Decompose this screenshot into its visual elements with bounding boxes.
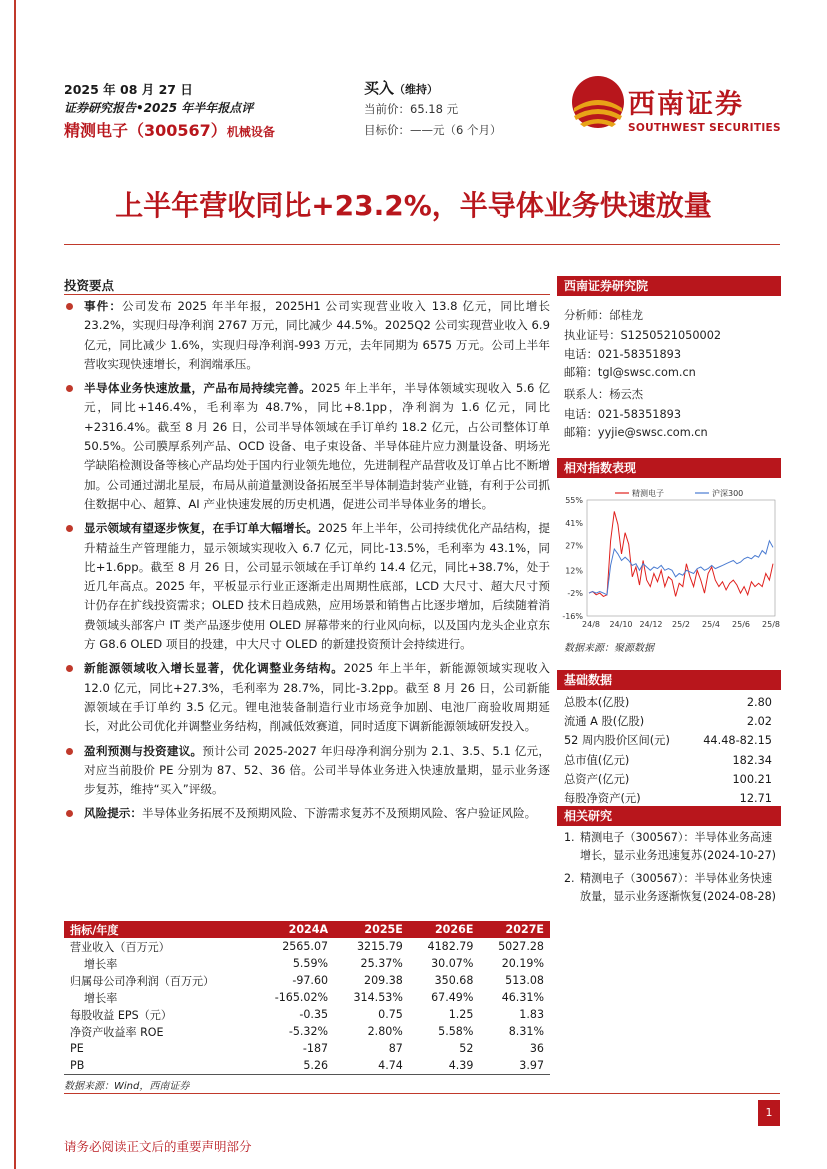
basic-data-value: 182.34 bbox=[732, 753, 772, 767]
table-header-cell: 2027E bbox=[479, 921, 550, 938]
table-cell: 1.83 bbox=[519, 1008, 544, 1021]
phone-1: 电话：021-58351893 bbox=[564, 348, 682, 361]
table-cell: 增长率 bbox=[84, 991, 118, 1005]
investment-paragraph bbox=[64, 297, 550, 374]
basic-data-row bbox=[564, 731, 772, 750]
y-tick-label: -2% bbox=[567, 589, 583, 599]
report-type: 证券研究报告•2025 年半年报点评 bbox=[64, 101, 254, 115]
legend-label: 精测电子 bbox=[632, 489, 664, 498]
paragraph-text: 2025 年上半年，半导体领域实现收入 5.6 亿元，同比+146.4%，毛利率为 48.7%，同比+8.1pp，净利润为 1.6 亿元，同比+2316.4%。截至 8 月 26 日，公司半导体领域在手订单约 18.2 亿元，占公司整体订单 50.5%。公司膜厚系列产品、OCD 设备、电子束设备、半导体硅片应力测量设备、明场光学缺陷检测设备等核心产品均处于国内行业领先地位，先进制程产品营收及订单占比不断增加。公司通过湖北星辰，布局从前道量测设备拓展至半导体制造封装产业链，有利于公司抓住数据中心、超算、AI 产业快速发展的历史机遇，促进公司半导体业务的增长。 bbox=[84, 381, 550, 511]
table-cell: 每股收益 EPS（元） bbox=[70, 1008, 172, 1022]
relative-index-chart bbox=[557, 484, 781, 630]
logo-name: 西南证券 bbox=[628, 89, 744, 120]
basic-data-key: 每股净资产(元) bbox=[564, 792, 641, 806]
research-institute-bar: 西南证券研究院 bbox=[557, 276, 781, 296]
bullet-icon bbox=[66, 810, 73, 817]
series-line-1 bbox=[589, 541, 773, 595]
report-date: 2025 年 08 月 27 日 bbox=[64, 82, 193, 97]
basic-data-value: 12.71 bbox=[739, 792, 772, 806]
table-source: 数据来源：Wind，西南证券 bbox=[64, 1081, 190, 1092]
bullet-icon bbox=[66, 748, 73, 755]
analyst: 分析师：邰桂龙 bbox=[564, 309, 644, 322]
item-date: (2024-10-27) bbox=[702, 848, 776, 862]
bullet-icon bbox=[66, 303, 73, 310]
related-research-list bbox=[564, 829, 776, 911]
legend-label: 沪深300 bbox=[712, 489, 744, 498]
company-name: 精测电子（300567） bbox=[64, 121, 227, 140]
rating bbox=[364, 77, 438, 98]
table-row bbox=[64, 972, 550, 989]
table-row bbox=[64, 989, 550, 1006]
table-row bbox=[64, 955, 550, 972]
x-tick-label: 24/8 bbox=[582, 620, 600, 629]
paragraph-text: 预计公司 2025-2027 年归母净利润分别为 2.1、3.5、5.1 亿元，对应当前股价 PE 分别为 87、52、36 倍。公司半导体业务进入快速放量期，显示业务逐步复苏，维持“买入”评级。 bbox=[84, 743, 550, 797]
table-cell: 4182.79 bbox=[427, 940, 474, 953]
table-cell: -187 bbox=[302, 1042, 329, 1055]
basic-data-key: 总股本(亿股) bbox=[564, 696, 630, 709]
table-cell: 4.39 bbox=[409, 1057, 480, 1075]
table-row bbox=[64, 1006, 550, 1023]
basic-data-key: 总市值(亿元) bbox=[564, 753, 630, 767]
x-tick-label: 25/4 bbox=[702, 620, 720, 629]
table-cell: 净资产收益率 ROE bbox=[70, 1025, 164, 1039]
y-tick-label: 27% bbox=[565, 541, 583, 551]
table-row bbox=[64, 1057, 550, 1075]
table-cell: 4.74 bbox=[334, 1057, 409, 1075]
paragraph-text: 2025 年上半年，新能源领域实现收入 12.0 亿元，同比+27.3%，毛利率为 28.7%，同比-3.2pp。截至 8 月 26 日，公司新能源领域在手订单约 3.5 亿元。锂电池装备制造行业市场竞争加剧、电池厂商验收周期延长，对此公司优化并调整业务结构，削减低效赛道，同时适度下调新能源领域研发投入。 bbox=[84, 661, 550, 734]
table-cell: 5027.28 bbox=[498, 940, 544, 953]
basic-data-bar: 基础数据 bbox=[557, 670, 781, 690]
basic-data-key: 总资产(亿元) bbox=[564, 772, 630, 786]
basic-data-key: 流通 A 股(亿股) bbox=[564, 715, 645, 729]
y-tick-label: 55% bbox=[565, 496, 583, 505]
basic-data-row bbox=[564, 751, 772, 770]
left-margin-rule bbox=[14, 0, 16, 1169]
rating-value: 买入 bbox=[364, 79, 395, 97]
table-cell: 30.07% bbox=[431, 957, 474, 970]
bullet-icon bbox=[66, 525, 73, 532]
table-cell: PB bbox=[64, 1057, 254, 1075]
table-cell: 36 bbox=[529, 1042, 544, 1055]
investment-paragraphs bbox=[64, 297, 550, 829]
paragraph-text: 2025 年上半年，公司持续优化产品结构，提升精益生产管理能力，显示领域实现收入 6.7 亿元，同比-13.5%，毛利率为 43.1%，同比+1.6pp。截至 8 月 26 日，公司显示领域在手订单约 14.4 亿元，同比+38.7%，处于近几年高点。2025 年，平板显示行业正逐渐走出周期性底部，LCD 大尺寸、超大尺寸预计仍存在扩线投资需求；OLED 技术日趋成熟，应用场景和销售占比逐步增加，后续随着消费领域头部客户 IT 类产品逐步使用 OLED 屏幕带来的行业风向标，以及国内龙头企业京东方 G8.6 OLED 项目的投建，中大尺寸 OLED 的新建投资预计会持续进行。 bbox=[84, 521, 550, 652]
table-cell: 513.08 bbox=[505, 974, 544, 987]
table-header-cell: 2024A bbox=[254, 921, 334, 938]
basic-data-list bbox=[564, 693, 772, 808]
investment-paragraph bbox=[64, 659, 550, 736]
item-number: 1. bbox=[564, 831, 575, 844]
x-tick-label: 25/8 bbox=[762, 620, 780, 629]
basic-data-value: 44.48-82.15 bbox=[703, 734, 772, 748]
current-price: 当前价：65.18 元 bbox=[364, 102, 459, 116]
sun-logo-icon bbox=[570, 72, 626, 134]
paragraph-text: 半导体业务拓展不及预期风险、下游需求复苏不及预期风险、客户验证风险。 bbox=[141, 806, 537, 821]
headline-divider bbox=[64, 244, 780, 245]
section-divider bbox=[64, 294, 550, 295]
target-price: 目标价：——元（6 个月） bbox=[364, 123, 502, 137]
table-cell: 46.31% bbox=[501, 991, 544, 1004]
table-cell: 增长率 bbox=[84, 957, 118, 971]
logo-name-en: SOUTHWEST SECURITIES bbox=[628, 122, 781, 134]
basic-data-row bbox=[564, 693, 772, 712]
investment-paragraph bbox=[64, 742, 550, 800]
y-tick-label: 41% bbox=[565, 518, 583, 528]
related-research-bar: 相关研究 bbox=[557, 806, 781, 826]
table-cell: 67.49% bbox=[431, 991, 474, 1004]
table-cell: 1.25 bbox=[448, 1008, 474, 1021]
related-research-item[interactable] bbox=[564, 870, 776, 905]
company-line bbox=[64, 118, 275, 141]
table-header-cell: 2026E bbox=[409, 921, 480, 938]
disclaimer[interactable]: 请务必阅读正文后的重要声明部分 bbox=[64, 1139, 252, 1154]
table-cell: 3.97 bbox=[479, 1057, 550, 1075]
basic-data-value: 100.21 bbox=[732, 772, 772, 786]
table-cell: PE bbox=[70, 1042, 84, 1055]
investment-paragraph bbox=[64, 379, 550, 514]
basic-data-row bbox=[564, 712, 772, 731]
investment-paragraph bbox=[64, 519, 550, 654]
table-cell: 归属母公司净利润（百万元） bbox=[70, 974, 215, 988]
related-research-item[interactable] bbox=[564, 829, 776, 864]
table-row bbox=[64, 1023, 550, 1040]
paragraph-lead: 新能源领域收入增长显著，优化调整业务结构。 bbox=[84, 661, 344, 676]
paragraph-lead: 半导体业务快速放量，产品布局持续完善。 bbox=[84, 381, 312, 396]
series-line-0 bbox=[589, 511, 773, 596]
relative-index-bar: 相对指数表现 bbox=[557, 458, 781, 478]
table-cell: 314.53% bbox=[353, 991, 403, 1004]
table-cell: 8.31% bbox=[508, 1025, 544, 1038]
table-cell: 87 bbox=[388, 1042, 403, 1055]
table-row bbox=[64, 938, 550, 955]
investment-paragraph bbox=[64, 804, 550, 823]
paragraph-text: 公司发布 2025 年半年报，2025H1 公司实现营业收入 13.8 亿元，同比增长 23.2%，实现归母净利润 2767 万元，同比减少 44.5%。2025Q2 公司实现营业收入 6.9 亿元，同比减少 1.6%，实现归母净利润-993 万元，去年同期为 6575 万元。公司上半年营收实现快速增长，利润端承压。 bbox=[84, 299, 550, 371]
table-cell: 350.68 bbox=[434, 974, 474, 987]
email-2[interactable]: 邮箱：yyjie@swsc.com.cn bbox=[564, 426, 708, 439]
item-title: 精测电子（300567）：半导体业务高速增长，显示业务迅速复苏 bbox=[580, 831, 773, 862]
financial-forecast-table bbox=[64, 921, 550, 1075]
rating-note: （维持） bbox=[394, 83, 439, 96]
table-cell: 0.75 bbox=[378, 1008, 403, 1021]
table-cell: 5.59% bbox=[292, 957, 329, 970]
table-cell: -5.32% bbox=[288, 1025, 329, 1038]
email-1[interactable]: 邮箱：tgl@swsc.com.cn bbox=[564, 366, 696, 379]
table-cell: 5.58% bbox=[438, 1025, 474, 1038]
table-cell: -97.60 bbox=[292, 974, 329, 987]
section-title-investment: 投资要点 bbox=[64, 278, 115, 293]
basic-data-row bbox=[564, 770, 772, 789]
table-cell: 2565.07 bbox=[282, 940, 329, 953]
table-cell: 营业收入（百万元） bbox=[70, 940, 170, 954]
paragraph-lead: 风险提示： bbox=[84, 806, 142, 821]
table-row bbox=[64, 1040, 550, 1057]
chart-source: 数据来源：聚源数据 bbox=[564, 643, 654, 654]
x-tick-label: 25/6 bbox=[732, 620, 750, 629]
table-cell: 20.19% bbox=[501, 957, 544, 970]
basic-data-value: 2.80 bbox=[746, 696, 772, 709]
x-tick-label: 24/10 bbox=[609, 620, 633, 629]
table-cell: 209.38 bbox=[364, 974, 403, 987]
industry: 机械设备 bbox=[226, 125, 275, 139]
item-title: 精测电子（300567）：半导体业务快速放量，显示业务逐渐恢复 bbox=[580, 872, 773, 903]
paragraph-lead: 盈利预测与投资建议。 bbox=[84, 743, 203, 758]
x-tick-label: 25/2 bbox=[672, 620, 690, 629]
x-tick-label: 24/12 bbox=[639, 620, 663, 629]
item-date: (2024-08-28) bbox=[702, 889, 776, 903]
bullet-icon bbox=[66, 665, 73, 672]
headline: 上半年营收同比+23.2%，半导体业务快速放量 bbox=[115, 189, 712, 222]
paragraph-lead: 事件： bbox=[84, 299, 123, 313]
contact: 联系人：杨云杰 bbox=[564, 388, 644, 401]
table-cell: 5.26 bbox=[254, 1057, 334, 1075]
table-cell: 3215.79 bbox=[356, 940, 403, 953]
basic-data-key: 52 周内股价区间(元) bbox=[564, 734, 670, 748]
table-cell: -0.35 bbox=[299, 1008, 329, 1021]
phone-2: 电话：021-58351893 bbox=[564, 408, 682, 421]
table-cell: -165.02% bbox=[274, 991, 329, 1004]
y-tick-label: 12% bbox=[565, 566, 583, 576]
footer-divider bbox=[64, 1093, 780, 1094]
y-tick-label: -16% bbox=[562, 612, 583, 621]
basic-data-value: 2.02 bbox=[746, 715, 772, 729]
table-cell: 2.80% bbox=[367, 1025, 403, 1038]
table-header-row bbox=[64, 921, 550, 938]
table-header-cell: 2025E bbox=[334, 921, 409, 938]
table-header-cell: 指标/年度 bbox=[64, 921, 254, 938]
license: 执业证号：S1250521050002 bbox=[564, 329, 722, 342]
item-number: 2. bbox=[564, 872, 575, 885]
table-cell: 52 bbox=[459, 1042, 474, 1055]
table-cell: 25.37% bbox=[360, 957, 403, 970]
page-number: 1 bbox=[758, 1100, 780, 1126]
bullet-icon bbox=[66, 385, 73, 392]
paragraph-lead: 显示领域有望逐步恢复，在手订单大幅增长。 bbox=[84, 521, 318, 536]
